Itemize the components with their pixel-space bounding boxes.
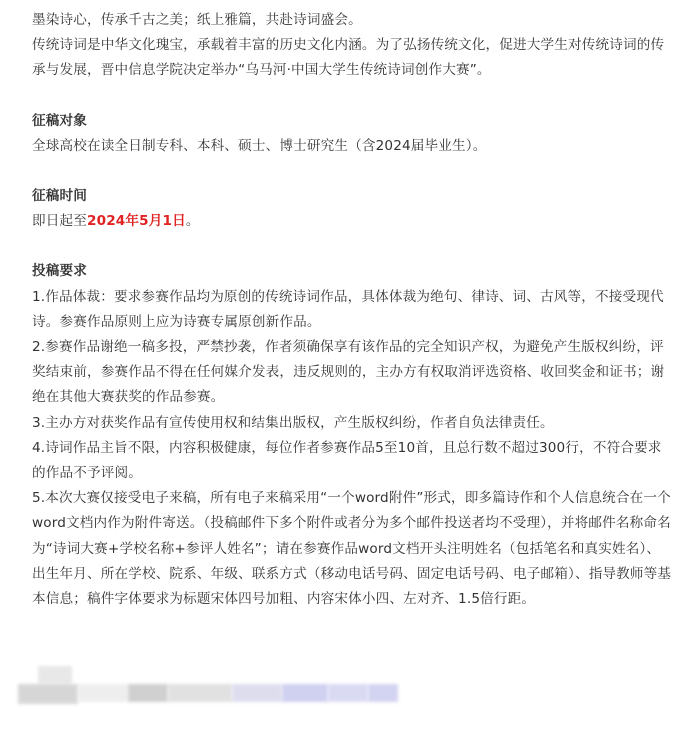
redaction-block (128, 684, 168, 702)
period-suffix: 。 (185, 213, 200, 230)
spacer (32, 84, 672, 109)
requirements-heading: 投稿要求 (32, 263, 87, 280)
requirement-item-5: 5.本次大赛仅接受电子来稿，所有电子来稿采用“一个word附件”形式，即多篇诗作和个人信息统合在一个word文档内作为附件寄送。（投稿邮件下多个附件或者分为多个邮件投送者均不受理），并将邮件名称命名为“诗词大赛+学校名称+参评人姓名”；请在参赛作品word文档开头注明姓名（包括笔名和真实姓名）、出生年月、所在学校、院系、年级、联系方式（移动电话号码、固定电话号码、电子邮箱）、指导教师等基本信息；稿件字体要求为标题宋体四号加粗、内容宋体小四、左对齐、1.5倍行距。 (32, 490, 672, 608)
redaction-block (78, 684, 128, 702)
requirement-item-4: 4.诗词作品主旨不限，内容积极健康，每位作者参赛作品5至10首，且总行数不超过300行，不符合要求的作品不予评阅。 (32, 439, 662, 482)
period-text (32, 209, 672, 234)
redaction-block (168, 684, 232, 702)
requirement-item-2: 2.参赛作品谢绝一稿多投，严禁抄袭，作者须确保享有该作品的完全知识产权，为避免产生版权纠纷，评奖结束前，参赛作品不得在任何媒介发表，违反规则的，主办方有权取消评选资格、收回奖金和证书；谢绝在其他大赛获奖的作品参赛。 (32, 339, 665, 406)
target-text: 全球高校在读全日制专科、本科、硕士、博士研究生（含2024届毕业生）。 (32, 137, 487, 154)
requirement-item-3: 3.主办方对获奖作品有宣传使用权和结集出版权，产生版权纠纷，作者自负法律责任。 (32, 414, 554, 431)
deadline-date: 2024年5月1日 (86, 213, 186, 230)
intro-line-2: 传统诗词是中华文化瑰宝，承载着丰富的历史文化内涵。为了弘扬传统文化，促进大学生对传统诗词的传承与发展，晋中信息学院决定举办“乌马河·中国大学生传统诗词创作大赛”。 (32, 37, 665, 79)
redaction-block (368, 684, 398, 702)
redaction-block (18, 684, 78, 704)
redaction-block (282, 684, 328, 702)
spacer (32, 234, 672, 259)
period-prefix: 即日起至 (32, 213, 87, 230)
period-heading: 征稿时间 (32, 188, 87, 205)
intro-line-1: 墨染诗心，传承千古之美；纸上雅篇，共赴诗词盛会。 (32, 12, 362, 28)
article-body (32, 8, 672, 612)
redaction-block (328, 684, 368, 702)
spacer (32, 159, 672, 184)
redaction-block (38, 666, 72, 684)
redacted-content (18, 666, 418, 706)
target-heading: 征稿对象 (32, 112, 87, 129)
requirement-item-1: 1.作品体裁：要求参赛作品均为原创的传统诗词作品，具体体裁为绝句、律诗、词、古风等，不接受现代诗。参赛作品原则上应为诗赛专属原创新作品。 (32, 288, 664, 330)
redaction-block (232, 684, 282, 702)
